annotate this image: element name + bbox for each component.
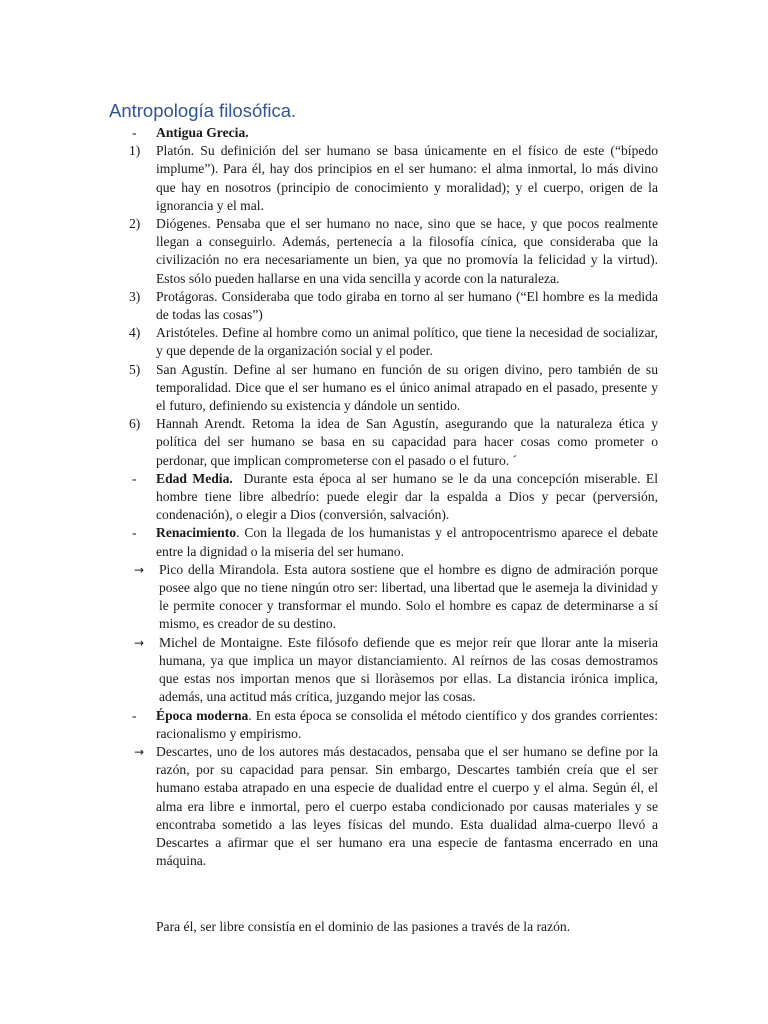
list-item-pico-della-mirandola bbox=[0, 561, 768, 634]
list-item-protagoras bbox=[0, 288, 768, 324]
list-item-text: Platón. Su definición del ser humano se basa únicamente en el físico de este (“bípedo implume”). Para él, hay dos principios en el ser humano: el alma inmortal, lo más divino que hay en nosotros (principio de conocimiento y moralidad); y el cuerpo, origen de la ignorancia y el mal. bbox=[156, 143, 658, 213]
list-item-text: Hannah Arendt. Retoma la idea de San Agustín, asegurando que la naturaleza ética y política del ser humano se basa en su capacidad para hacer cosas como prometer o perdonar, que implican comprometerse con el pasado o el futuro. ´ bbox=[156, 416, 658, 468]
list-item-renacimiento bbox=[0, 524, 768, 560]
content-list bbox=[0, 124, 768, 870]
list-item-text: Pico della Mirandola. Esta autora sostiene que el hombre es digno de admiración porque posee algo que no tiene ningún otro ser: libertad, una libertad que le asemeja la divinidad y le permite conocer y transformar el mundo. Solo el hombre es capaz de determinarse a sí mismo, es creador de su destino. bbox=[159, 561, 658, 632]
list-item-text: Diógenes. Pensaba que el ser humano no nace, sino que se hace, y que pocos realmente llegan a conseguirlo. Además, pertenecía a la filosofía cínica, que consideraba que la civilización no era necesariamente un bien, ya que no promovía la felicidad y la virtud). Estos sólo pueden hallarse en una vida sencilla y acorde con la naturaleza. bbox=[156, 216, 658, 286]
arrow-right-icon: → bbox=[134, 562, 145, 577]
page-title: Antropología filosófica. bbox=[109, 100, 297, 121]
section-heading: Edad Media. bbox=[156, 470, 233, 486]
list-item-text: Protágoras. Consideraba que todo giraba en torno al ser humano (“El hombre es la medida de todas las cosas”) bbox=[156, 288, 658, 323]
section-heading: Antigua Grecia. bbox=[156, 125, 249, 140]
list-marker: 4) bbox=[129, 325, 141, 341]
arrow-right-icon: → bbox=[134, 635, 145, 650]
list-item-edad-media bbox=[0, 470, 768, 525]
list-marker: 5) bbox=[129, 361, 141, 377]
list-marker: 2) bbox=[129, 216, 141, 232]
list-item-text: Descartes, uno de los autores más destacados, pensaba que el ser humano se define por la razón, por su capacidad para pensar. Sin embargo, Descartes también creía que el ser humano estaba atrapado en una especie de dualidad entre el cuerpo y el alma. Según él, el alma era libre e inmortal, pero el cuerpo estaba condicionado por causas materiales y se encontraba sometido a las leyes físicas del mundo. Esta dualidad alma-cuerpo llevó a Descartes a afirmar que el ser humano era una especie de fantasma encerrado en una máquina. bbox=[156, 743, 658, 869]
list-item-text: Durante esta época al ser humano se le da una concepción miserable. El hombre tiene libre albedrío: puede elegir dar la espalda a Dios y pecar (perversión, condenación), o elegir a Dios (conversión, salvación). bbox=[156, 470, 662, 523]
list-item-antigua-grecia bbox=[0, 124, 768, 142]
list-item-epoca-moderna bbox=[0, 707, 768, 743]
list-marker: - bbox=[132, 470, 137, 486]
arrow-right-icon: → bbox=[134, 744, 145, 759]
list-item-diogenes bbox=[0, 215, 768, 288]
closing-paragraph: Para él, ser libre consistía en el dominio de las pasiones a través de la razón. bbox=[156, 919, 571, 934]
list-item-text: Aristóteles. Define al hombre como un animal político, que tiene la necesidad de socializar, y que depende de la organización social y el poder. bbox=[156, 325, 658, 359]
section-heading: Época moderna bbox=[156, 707, 249, 723]
section-heading: Renacimiento bbox=[156, 525, 237, 541]
list-item-san-agustin bbox=[0, 361, 768, 416]
list-item-platon bbox=[0, 142, 768, 215]
list-item-aristoteles bbox=[0, 324, 768, 360]
list-marker: 3) bbox=[129, 288, 141, 304]
list-item-descartes bbox=[0, 743, 768, 870]
list-item-text: . En esta época se consolida el método científico y dos grandes corrientes: racionalismo y empirismo. bbox=[156, 707, 658, 741]
list-item-montaigne bbox=[0, 634, 768, 707]
list-marker: - bbox=[132, 707, 137, 723]
list-marker: 1) bbox=[129, 143, 141, 159]
list-marker: - bbox=[132, 125, 137, 140]
list-item-text: Michel de Montaigne. Este filósofo defiende que es mejor reír que llorar ante la miseria humana, ya que implica un mayor distanciamiento. Al reírnos de las cosas demostramos que estas nos importan menos que si lloràsemos por ellas. La distancia irónica implica, además, una actitud más crítica, juzgando mejor las cosas. bbox=[159, 634, 658, 705]
list-marker: 6) bbox=[129, 416, 141, 432]
list-marker: - bbox=[132, 525, 137, 541]
list-item-text: San Agustín. Define al ser humano en función de su origen divino, pero también de su temporalidad. Dice que el ser humano es el único animal atrapado en el pasado, presente y el futuro, definiendo su existencia y dándole un sentido. bbox=[156, 361, 658, 414]
list-item-text: . Con la llegada de los humanistas y el antropocentrismo aparece el debate entre la dignidad o la miseria del ser humano. bbox=[156, 525, 658, 559]
list-item-hannah-arendt bbox=[0, 415, 768, 470]
